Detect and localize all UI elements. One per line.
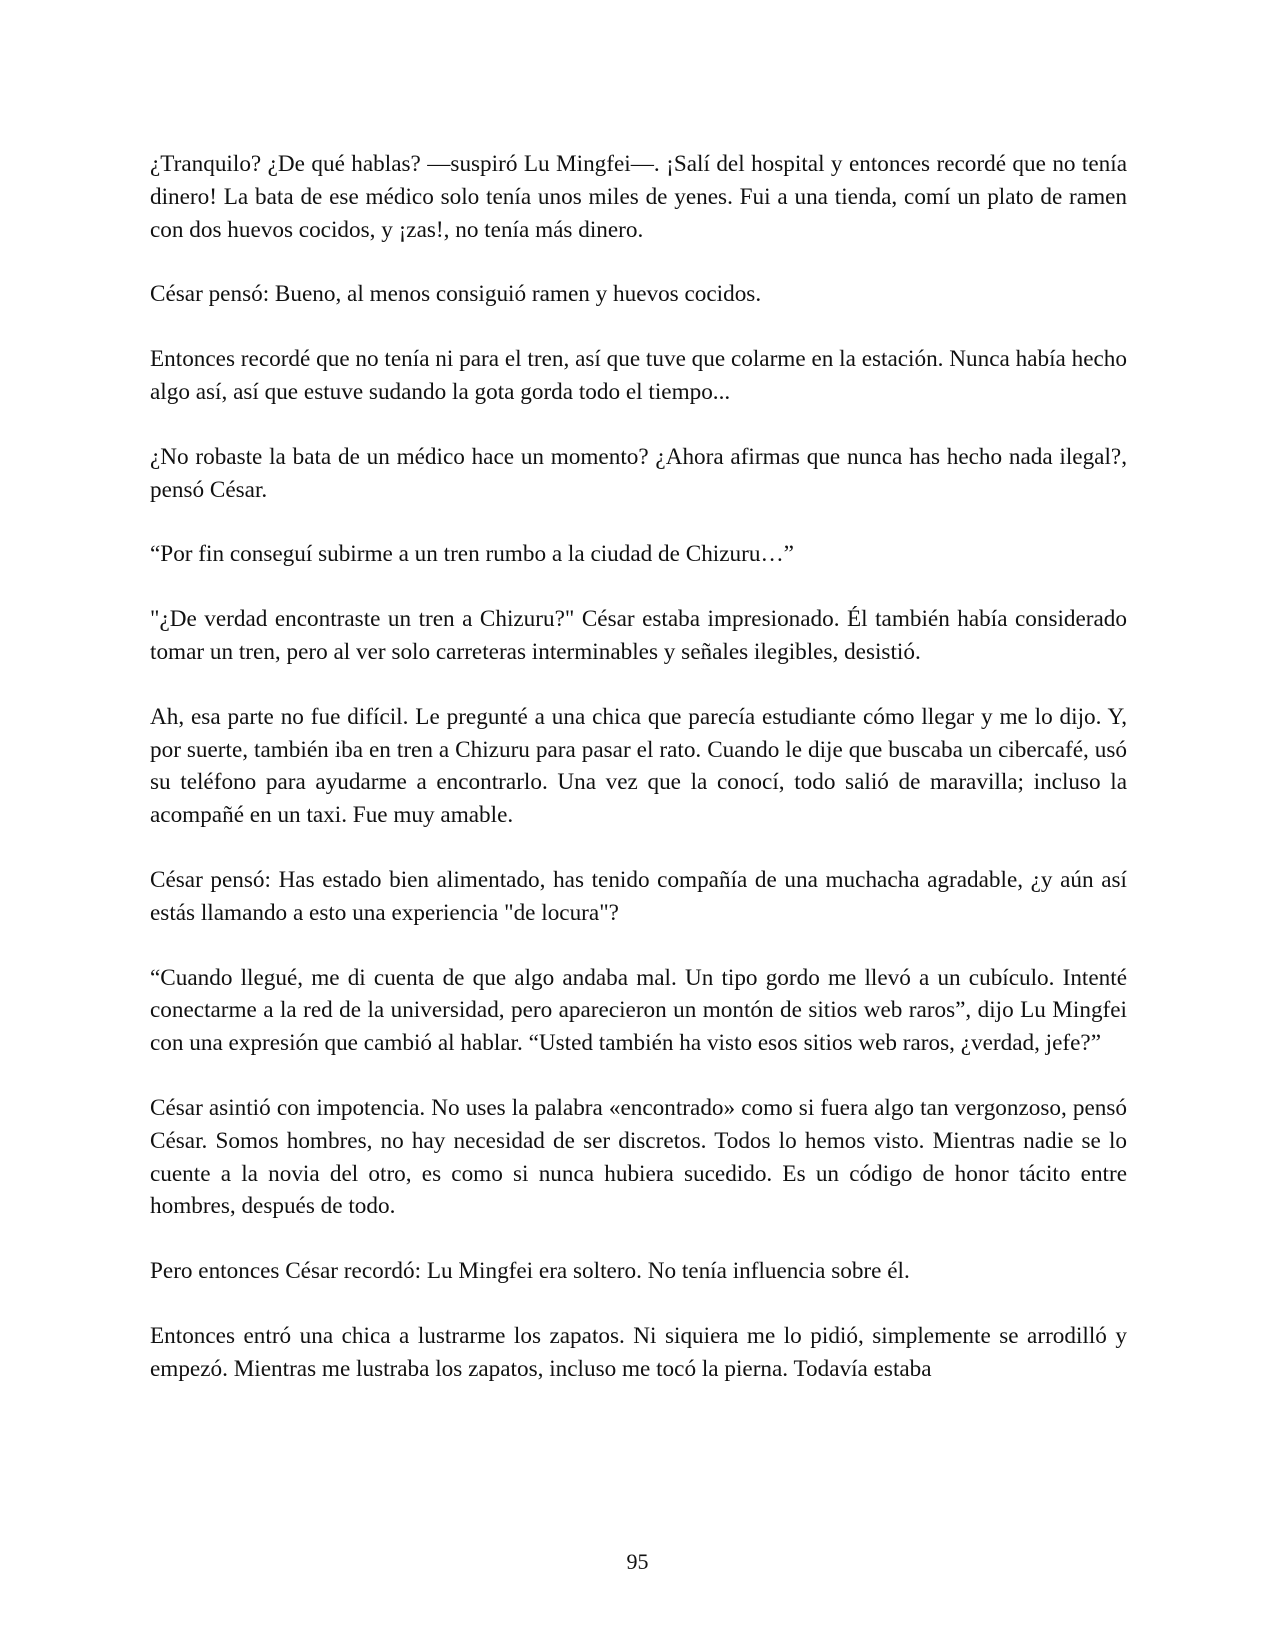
paragraph: César asintió con impotencia. No uses la palabra «encontrado» como si fuera algo tan vergonzoso, pensó César. Somos hombres, no hay necesidad de ser discretos. Todos lo hemos visto. Mientras nadie se lo cuente a la novia del otro, es como si nunca hubiera sucedido. Es un código de honor tácito entre hombres, después de todo. xyxy=(150,1094,1127,1220)
paragraph: ¿No robaste la bata de un médico hace un momento? ¿Ahora afirmas que nunca has hecho nada ilegal?, pensó César. xyxy=(150,443,1127,503)
page-number: 95 xyxy=(626,1549,649,1574)
paragraph: “Por fin conseguí subirme a un tren rumbo a la ciudad de Chizuru…” xyxy=(150,541,794,568)
paragraph: Pero entonces César recordó: Lu Mingfei era soltero. No tenía influencia sobre él. xyxy=(150,1258,910,1285)
paragraph: “Cuando llegué, me di cuenta de que algo andaba mal. Un tipo gordo me llevó a un cubículo. Intenté conectarme a la red de la universidad, pero aparecieron un montón de sitios web raros”, dijo Lu Mingfei con una expresión que cambió al hablar. “Usted también ha visto esos sitios web raros, ¿verdad, jefe?” xyxy=(150,964,1127,1057)
paragraph: César pensó: Bueno, al menos consiguió ramen y huevos cocidos. xyxy=(150,281,762,308)
paragraph: César pensó: Has estado bien alimentado, has tenido compañía de una muchacha agradable, ¿y aún así estás llamando a esto una experiencia "de locura"? xyxy=(150,866,1127,926)
paragraph: ¿Tranquilo? ¿De qué hablas? —suspiró Lu Mingfei—. ¡Salí del hospital y entonces recordé que no tenía dinero! La bata de ese médico solo tenía unos miles de yenes. Fui a una tienda, comí un plato de ramen con dos huevos cocidos, y ¡zas!, no tenía más dinero. xyxy=(150,151,1127,243)
paragraph: Entonces entró una chica a lustrarme los zapatos. Ni siquiera me lo pidió, simplemente se arrodilló y empezó. Mientras me lustraba los zapatos, incluso me tocó la pierna. Todavía estaba xyxy=(150,1322,1127,1382)
page-body xyxy=(150,148,1127,1418)
paragraph: Ah, esa parte no fue difícil. Le pregunté a una chica que parecía estudiante cómo llegar y me lo dijo. Y, por suerte, también iba en tren a Chizuru para pasar el rato. Cuando le dije que buscaba un cibercafé, usó su teléfono para ayudarme a encontrarlo. Una vez que la conocí, todo salió de maravilla; incluso la acompañé en un taxi. Fue muy amable. xyxy=(150,703,1127,829)
paragraph: Entonces recordé que no tenía ni para el tren, así que tuve que colarme en la estación. Nunca había hecho algo así, así que estuve sudando la gota gorda todo el tiempo... xyxy=(150,346,1127,405)
paragraph: "¿De verdad encontraste un tren a Chizuru?" César estaba impresionado. Él también había considerado tomar un tren, pero al ver solo carreteras interminables y señales ilegibles, desistió. xyxy=(150,606,1127,665)
